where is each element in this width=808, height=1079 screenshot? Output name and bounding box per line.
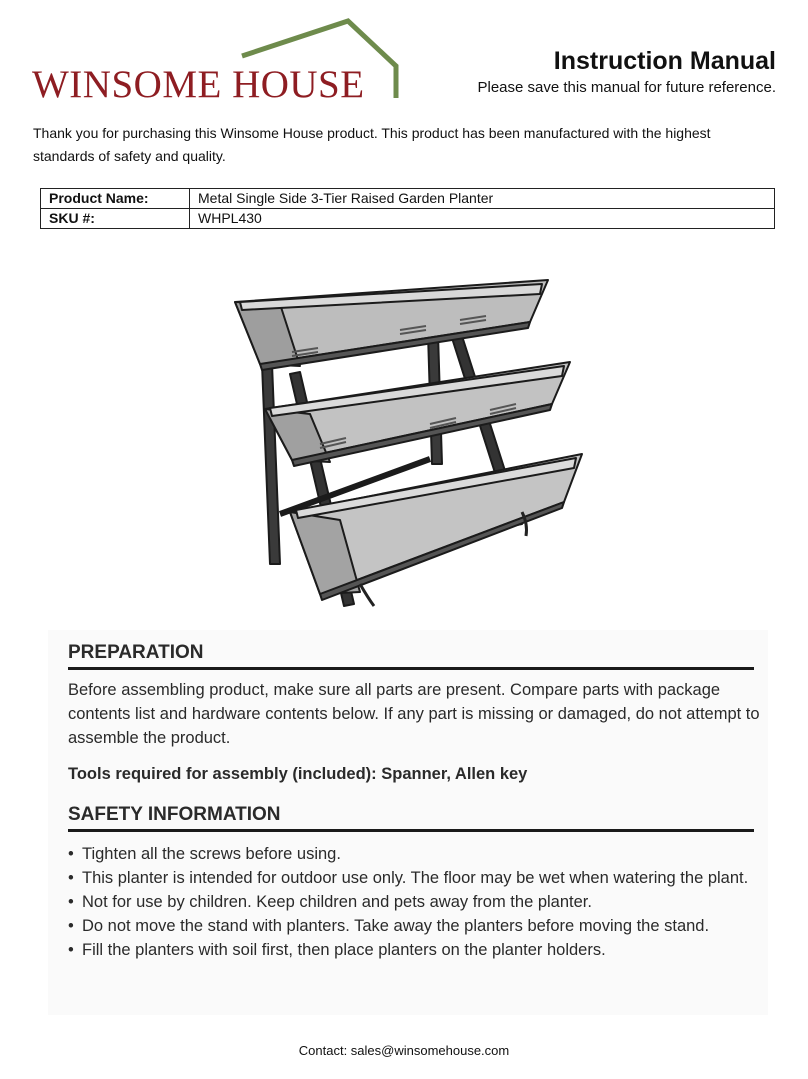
bullet-icon: •: [68, 869, 74, 887]
page-subtitle: Please save this manual for future reference.: [477, 79, 776, 96]
brand-name: WINSOME HOUSE: [32, 63, 365, 106]
intro-paragraph: Thank you for purchasing this Winsome House product. This product has been manufactured with the highest standards of safety and quality.: [33, 125, 711, 164]
contact-footer: Contact: sales@winsomehouse.com: [298, 1043, 510, 1058]
instructions-panel: [48, 630, 768, 1015]
brand-logo: [30, 16, 402, 104]
product-name-value: Metal Single Side 3-Tier Raised Garden Planter: [190, 189, 775, 209]
table-row: [41, 209, 775, 229]
product-info-table: [40, 188, 775, 229]
list-item: • Tighten all the screws before using.: [68, 842, 758, 866]
preparation-body: Before assembling product, make sure all parts are present. Compare parts with package contents list and hardware contents below. If any part is missing or damaged, do not attempt to assemble the product.: [68, 681, 760, 747]
preparation-heading: PREPARATION: [68, 642, 754, 670]
page-title: Instruction Manual: [553, 47, 776, 75]
bullet-icon: •: [68, 917, 74, 935]
bullet-icon: •: [68, 845, 74, 863]
list-item: • Do not move the stand with planters. Take away the planters before moving the stand.: [68, 914, 758, 938]
planter-illustration: [230, 264, 590, 618]
sku-value: WHPL430: [190, 209, 775, 229]
safety-heading: SAFETY INFORMATION: [68, 804, 754, 832]
product-name-label: Product Name:: [41, 189, 190, 209]
tools-required: Tools required for assembly (included): Spanner, Allen key: [68, 765, 528, 783]
header-title-block: [478, 46, 777, 100]
sku-label: SKU #:: [41, 209, 190, 229]
list-item: • Fill the planters with soil first, then place planters on the planter holders.: [68, 938, 758, 962]
table-row: [41, 189, 775, 209]
bullet-icon: •: [68, 893, 74, 911]
list-item: • This planter is intended for outdoor use only. The floor may be wet when watering the plant.: [68, 866, 758, 890]
safety-list: [68, 842, 758, 962]
list-item: • Not for use by children. Keep children and pets away from the planter.: [68, 890, 758, 914]
bullet-icon: •: [68, 941, 74, 959]
